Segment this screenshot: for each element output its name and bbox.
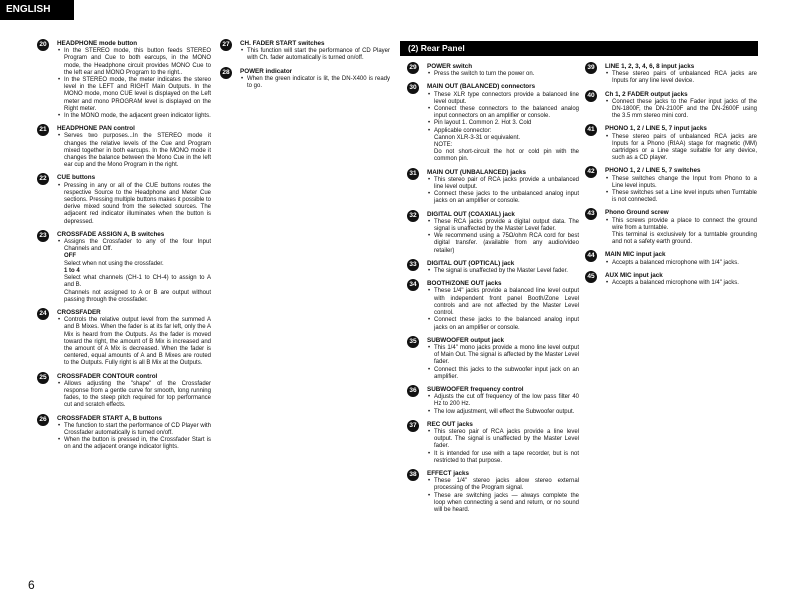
bullet-text: • These stereo pairs of unbalanced RCA jacks are Inputs for any line level device. xyxy=(605,71,757,85)
description-item xyxy=(407,337,579,381)
body-text: Select what channels (CH-1 to CH-4) to assign to A and B. xyxy=(64,275,211,289)
description-item xyxy=(407,386,579,416)
bullet-text: • Allows adjusting the "shape" of the Crossfader response from a gentle curve for smooth, long running fades, to the steep pitch required for top performance cut and scratch effects. xyxy=(57,381,211,410)
item-title: SUBWOOFER output jack xyxy=(427,336,504,344)
description-item xyxy=(407,83,579,163)
item-number-badge: 28 xyxy=(220,67,232,79)
item-number-badge: 34 xyxy=(407,279,419,291)
item-number-badge: 43 xyxy=(585,208,597,220)
item-number-badge: 36 xyxy=(407,385,419,397)
item-title: HEADPHONE PAN control xyxy=(57,125,135,133)
bullet-text: • Connect this jacks to the subwoofer input jack on an amplifier. xyxy=(427,367,579,381)
item-number-badge: 23 xyxy=(37,230,49,242)
bullet-text: • This function will start the performance of CD Player with Ch. fader automatically is turned on/off. xyxy=(240,48,390,62)
bullet-text: • Accepts a balanced microphone with 1/4" jacks. xyxy=(605,280,757,287)
item-title: BOOTH/ZONE OUT jacks xyxy=(427,280,502,288)
description-item xyxy=(585,125,757,162)
page-number: 6 xyxy=(28,578,35,592)
description-item xyxy=(37,415,211,452)
body-text: Channels not assigned to A or B are output without passing through the crossfader. xyxy=(64,289,211,303)
description-item xyxy=(585,272,757,287)
bullet-text: • This screws provide a place to connect the ground wire from a turntable. xyxy=(605,218,757,232)
bullet-text: • Connect these jacks to the balanced analog input jacks on an amplifier or console. xyxy=(427,317,579,331)
bullet-text: • The signal is unaffected by the Master Level fader. xyxy=(427,268,579,275)
bullet-text: • Pin layout 1. Common 2. Hot 3. Cold xyxy=(427,120,579,127)
bullet-text: • These stereo pairs of unbalanced RCA jacks are Inputs for a Phono (RIAA) stage for magnetic (MM) cartridges or a Line stage suitable for any device, such as a CD player. xyxy=(605,134,757,163)
item-title: AUX MIC input jack xyxy=(605,271,663,279)
item-number-badge: 33 xyxy=(407,259,419,271)
item-number-badge: 24 xyxy=(37,308,49,320)
bullet-text: • The low adjustment, will effect the Subwoofer output. xyxy=(427,409,579,416)
item-number-badge: 22 xyxy=(37,173,49,185)
item-title: CUE buttons xyxy=(57,174,96,182)
item-title: Phono Ground screw xyxy=(605,209,669,217)
description-item xyxy=(585,251,757,266)
bullet-text: • These switches change the Input from Phono to a Line level inputs. xyxy=(605,176,757,190)
language-tab: ENGLISH xyxy=(0,0,74,20)
bullet-text: • In the MONO mode, the adjacent green indicator lights. xyxy=(57,113,211,120)
item-number-badge: 45 xyxy=(585,271,597,283)
description-item xyxy=(37,174,211,225)
bullet-text: • Controls the relative output level from the summed A and B Mixes. When the fader is at its far left, only the A Mix is heard from the Outputs. As the fader is moved toward the right, the amount of B Mix is increased and the amount of A Mix is decreased. When the fader is centered, equal amounts of A and B Mixes are routed to the Outputs. Fully right is all B Mix at the Outputs. xyxy=(57,317,211,367)
description-item xyxy=(407,169,579,206)
column-3 xyxy=(407,63,579,519)
description-item xyxy=(37,309,211,368)
item-title: CROSSFADER xyxy=(57,308,101,316)
item-title: PHONO 1, 2 / LINE 5, 7 input jacks xyxy=(605,125,707,133)
item-number-badge: 25 xyxy=(37,372,49,384)
item-title: PHONO 1, 2 / LINE 5, 7 switches xyxy=(605,167,701,175)
bullet-text: • These XLR type connectors provide a balanced line level output. xyxy=(427,92,579,106)
bullet-text: • Serves two purposes...In the STEREO mode it changes the relative levels of the Cue and Program mixed together in both earcups. In the MONO mode it changes the balance between the Mono Cue in the left ear cup and the Mono Program in the right. xyxy=(57,133,211,169)
column-4 xyxy=(585,63,757,292)
item-number-badge: 44 xyxy=(585,250,597,262)
item-title: Ch 1, 2 FADER output jacks xyxy=(605,90,688,98)
description-item xyxy=(37,40,211,120)
description-item xyxy=(407,211,579,255)
description-item xyxy=(37,125,211,169)
item-title: POWER indicator xyxy=(240,67,293,75)
bullet-text: • Connect these connectors to the balanced analog input connectors on an amplifier or console. xyxy=(427,106,579,120)
item-title: EFFECT jacks xyxy=(427,469,469,477)
bullet-text: • Accepts a balanced microphone with 1/4" jacks. xyxy=(605,260,757,267)
bullet-text: • These 1/4" jacks provide a balanced line level output with independent front panel Booth/Zone Level controls and are not affected by the Master Level control. xyxy=(427,288,579,317)
body-text: NOTE: xyxy=(434,142,453,149)
column-1 xyxy=(37,40,211,457)
item-number-badge: 39 xyxy=(585,62,597,74)
item-title: SUBWOOFER frequency control xyxy=(427,385,524,393)
item-number-badge: 35 xyxy=(407,336,419,348)
item-title: CROSSFADER CONTOUR control xyxy=(57,372,158,380)
description-item xyxy=(407,470,579,514)
item-number-badge: 30 xyxy=(407,82,419,94)
description-item xyxy=(585,63,757,86)
bullet-text: • Adjusts the cut off frequency of the low pass filter 40 Hz to 200 Hz. xyxy=(427,394,579,408)
bullet-text: • Connect these jacks to the unbalanced analog input jacks on an amplifier or console. xyxy=(427,191,579,205)
item-title: DIGITAL OUT (OPTICAL) jack xyxy=(427,259,515,267)
bullet-text: • When the button is pressed in, the Crossfader Start is on and the adjacent orange indicator lights. xyxy=(57,437,211,451)
description-item xyxy=(407,421,579,465)
bullet-text: • These switches set a Line level inputs when Turntable is not connected. xyxy=(605,190,757,204)
bullet-text: • When the green indicator is lit, the DN-X400 is ready to go. xyxy=(240,76,390,90)
bullet-text: • These are switching jacks — always complete the loop when connecting a send and return, or no sound will be heard. xyxy=(427,493,579,515)
bullet-text: • It is intended for use with a tape recorder, but is not restricted to that purpose. xyxy=(427,451,579,465)
bullet-text: • These RCA jacks provide a digital output data. The signal is unaffected by the Master Level fader. xyxy=(427,219,579,233)
body-text: Do not short-circuit the hot or cold pin with the common pin. xyxy=(434,149,579,163)
bullet-text: • Applicable connector: xyxy=(427,128,579,135)
item-number-badge: 41 xyxy=(585,124,597,136)
item-number-badge: 42 xyxy=(585,166,597,178)
item-title: LINE 1, 2, 3, 4, 6, 8 input jacks xyxy=(605,63,695,70)
item-number-badge: 21 xyxy=(37,124,49,136)
bullet-text: • In the STEREO mode, the meter indicates the stereo level in the LEFT and RIGHT Main Outputs. In the MONO mode, mono CUE level is displayed on the Left meter and mono PROGRAM level is displayed on the Right meter. xyxy=(57,77,211,113)
item-number-badge: 29 xyxy=(407,62,419,74)
item-title: MAIN MIC input jack xyxy=(605,251,666,259)
description-item xyxy=(220,68,390,91)
rear-panel-heading: (2) Rear Panel xyxy=(400,41,758,56)
bullet-text: • The function to start the performance of CD Player with Crossfader automatically is turned on/off. xyxy=(57,423,211,437)
item-title: CROSSFADER START A, B buttons xyxy=(57,414,162,422)
item-number-badge: 20 xyxy=(37,39,49,51)
body-text: 1 to 4 xyxy=(64,267,80,274)
column-2 xyxy=(220,40,390,95)
body-text: This terminal is exclusively for a turntable grounding and not a safety earth ground. xyxy=(612,232,757,246)
item-title: CROSSFADE ASSIGN A, B switches xyxy=(57,230,165,238)
bullet-text: • This stereo pair of RCA jacks provide a line level output. The signal is unaffected by the Master Level fader. xyxy=(427,429,579,451)
bullet-text: • These 1/4" stereo jacks allow stereo external processing of the Program signal. xyxy=(427,478,579,492)
item-title: HEADPHONE mode button xyxy=(57,40,138,47)
item-title: REC OUT jacks xyxy=(427,420,473,428)
bullet-text: • This stereo pair of RCA jacks provide a unbalanced line level output. xyxy=(427,177,579,191)
description-item xyxy=(585,209,757,246)
item-number-badge: 27 xyxy=(220,39,232,51)
body-text: OFF xyxy=(64,253,76,260)
description-item xyxy=(407,280,579,331)
body-text: Select when not using the crossfader. xyxy=(64,260,164,267)
bullet-text: • In the STEREO mode, this button feeds STEREO Program and Cue to both earcups, in the MONO mode, the Headphone circuit provides MONO Cue to the left ear and MONO Program to the right.. xyxy=(57,48,211,77)
item-title: MAIN OUT (BALANCED) connectors xyxy=(427,83,536,91)
description-item xyxy=(407,260,579,275)
bullet-text: • Press the switch to turn the power on. xyxy=(427,71,579,78)
description-item xyxy=(37,231,211,304)
item-title: DIGITAL OUT (COAXIAL) jack xyxy=(427,210,515,218)
item-title: MAIN OUT (UNBALANCED) jacks xyxy=(427,168,527,176)
description-item xyxy=(37,373,211,410)
description-item xyxy=(220,40,390,63)
item-number-badge: 37 xyxy=(407,420,419,432)
bullet-text: • This 1/4" mono jacks provide a mono line level output of Main Out. The signal is affected by the Master Level fader. xyxy=(427,345,579,367)
description-item xyxy=(585,91,757,121)
item-number-badge: 31 xyxy=(407,168,419,180)
item-title: CH. FADER START switches xyxy=(240,40,325,47)
bullet-text: • We recommend using a 75Ω/ohm RCA cord for best digital transfer. (available from any audio/video retailer) xyxy=(427,233,579,255)
bullet-text: • Connect these jacks to the Fader input jacks of the DN-1800F, the DN-2100F and the DN-2600F using the 3.5 mm stereo mini cord. xyxy=(605,99,757,121)
item-number-badge: 26 xyxy=(37,414,49,426)
item-number-badge: 32 xyxy=(407,210,419,222)
description-item xyxy=(407,63,579,78)
bullet-text: • Assigns the Crossfader to any of the four Input Channels and Off. xyxy=(57,239,211,253)
item-number-badge: 38 xyxy=(407,469,419,481)
body-text: Cannon XLR-3-31 or equivalent. xyxy=(434,134,521,141)
item-title: POWER switch xyxy=(427,63,473,70)
bullet-text: • Pressing in any or all of the CUE buttons routes the respective Source to the Headphone and Meter Cue sections. Pressing multiple buttons makes it possible to derive mixed sound from the selected sources. The adjacent red indicator illuminates when the button is depressed. xyxy=(57,183,211,226)
item-number-badge: 40 xyxy=(585,90,597,102)
description-item xyxy=(585,167,757,204)
